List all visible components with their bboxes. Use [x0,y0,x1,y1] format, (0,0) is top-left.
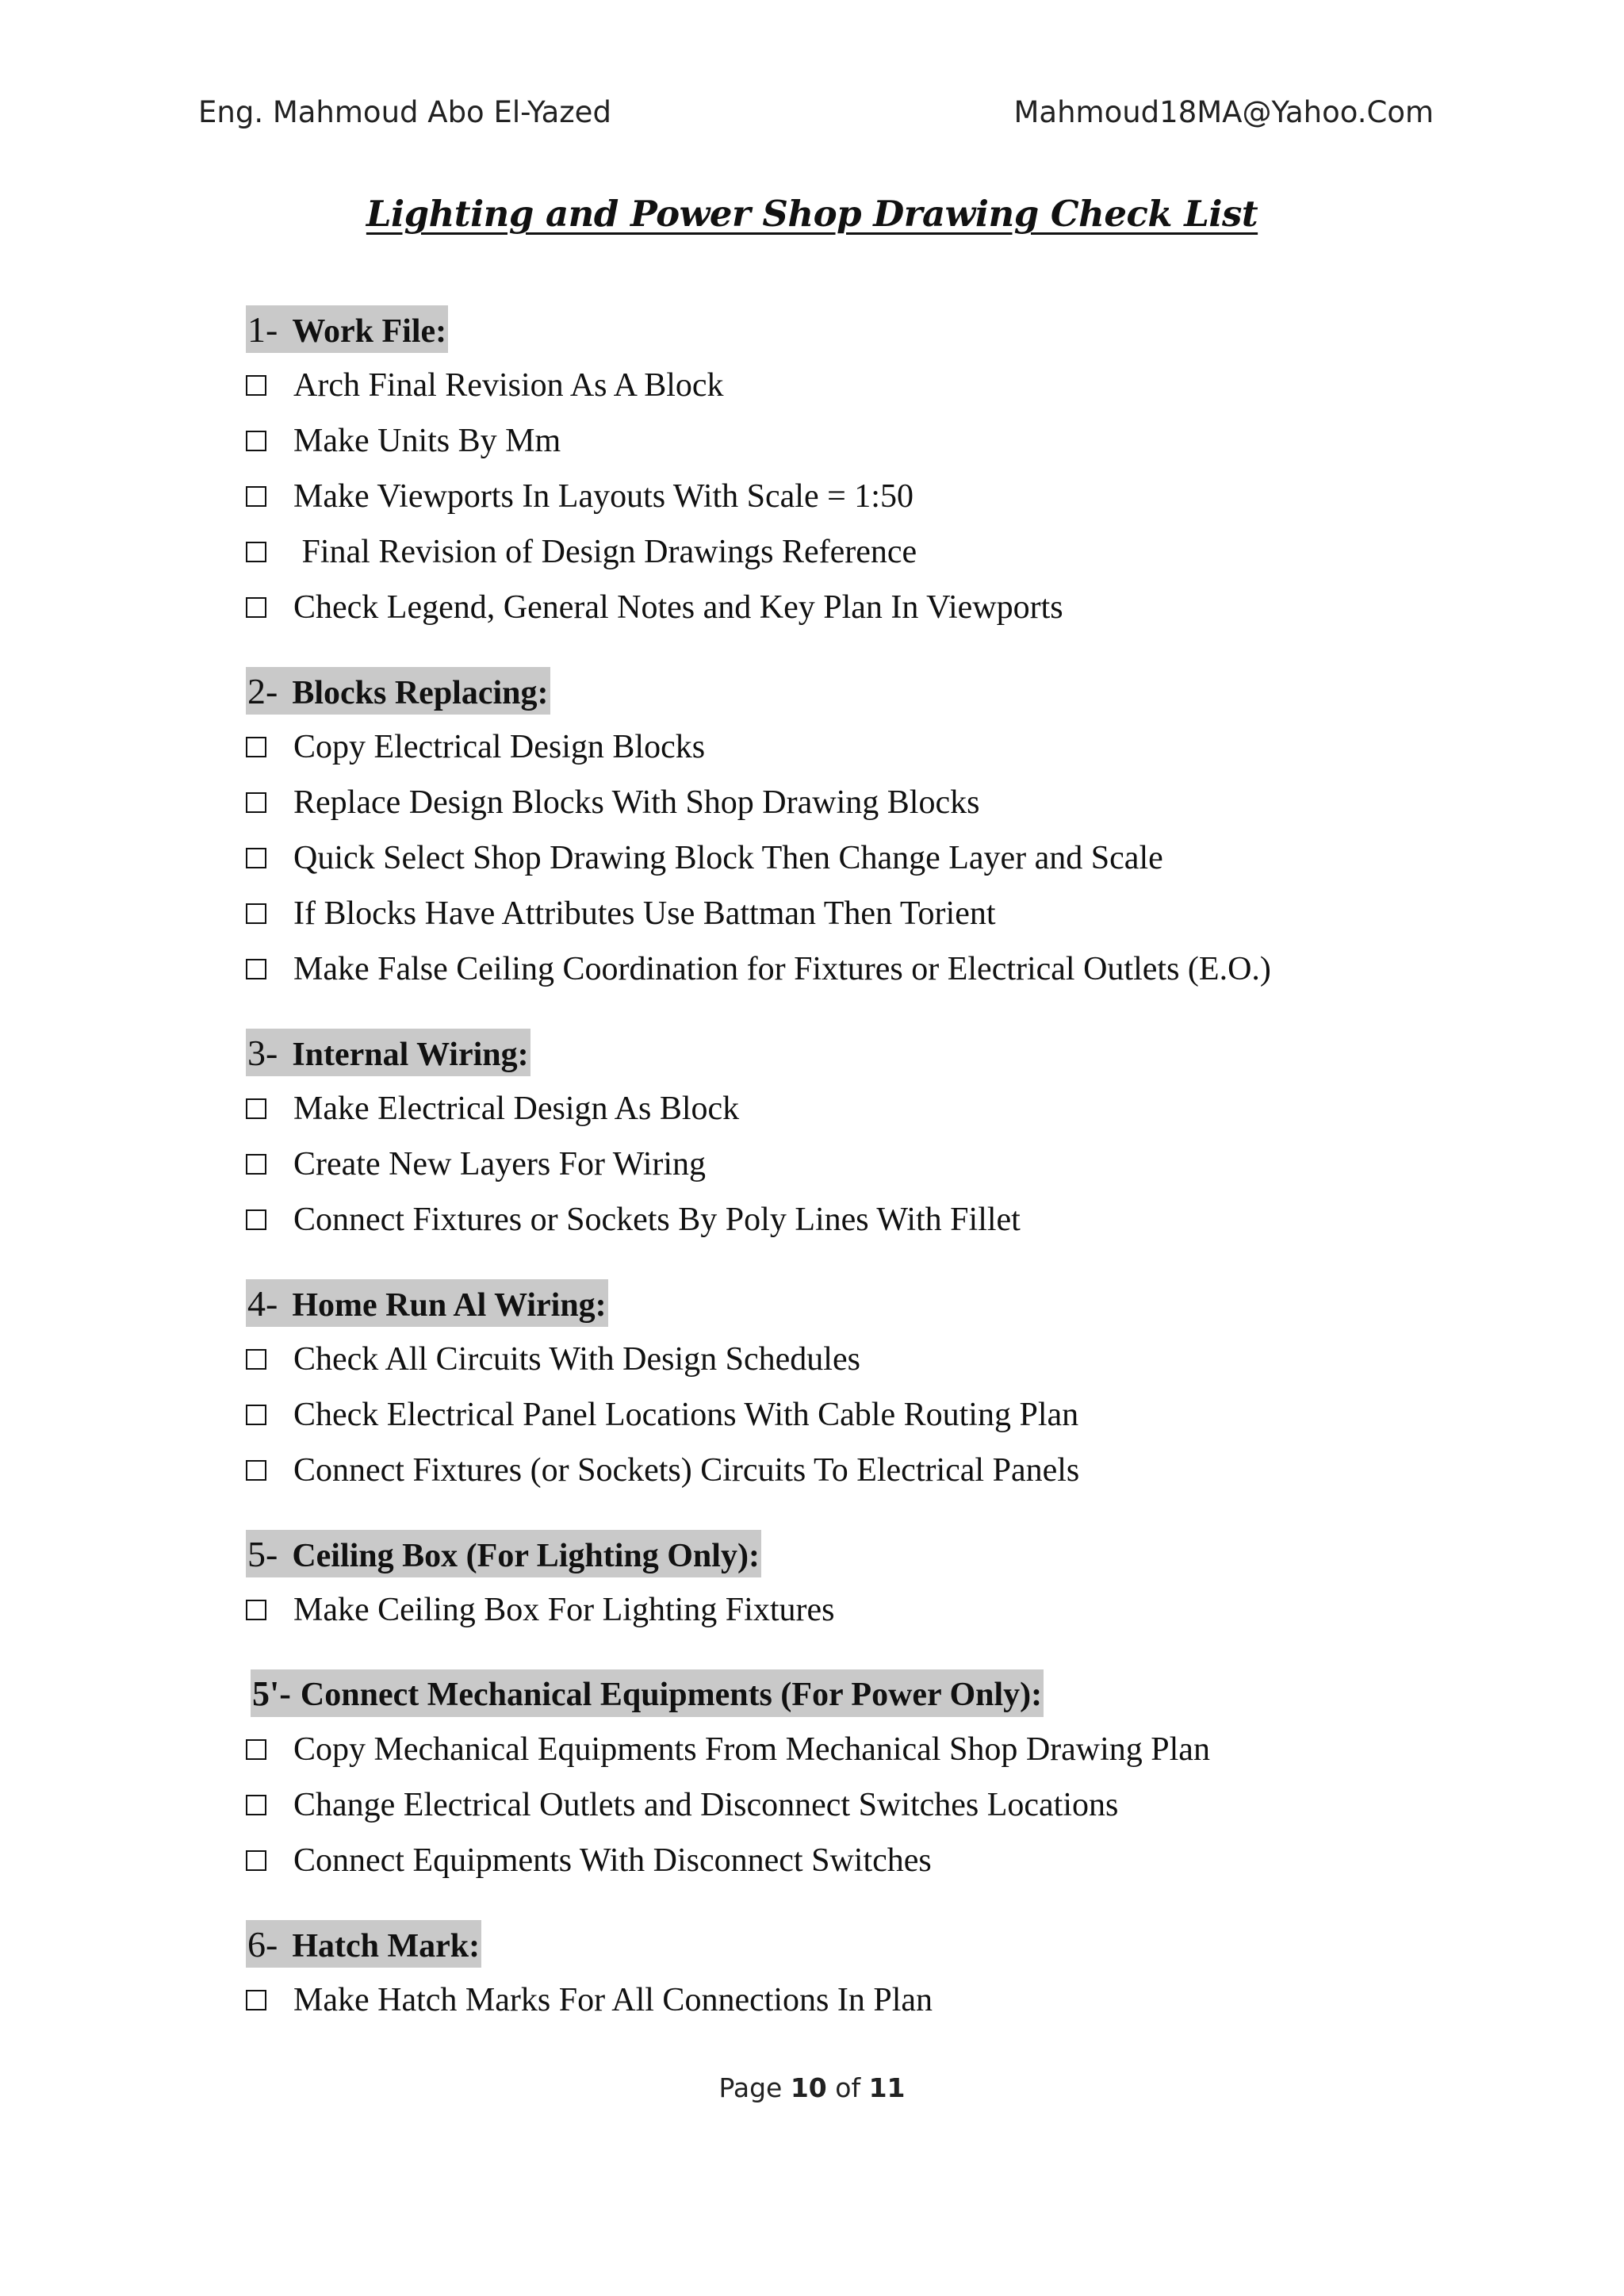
checklist-item-text: Make Electrical Design As Block [293,1091,740,1127]
checklist-item-text: Make False Ceiling Coordination for Fixtures or Electrical Outlets (E.O.) [293,951,1271,987]
section-number: 3- [247,1033,278,1073]
section-internal-wiring [246,1029,1435,1248]
checklist-item-text: Final Revision of Design Drawings Reference [293,534,917,570]
checklist-item-text: Connect Equipments With Disconnect Switches [293,1842,932,1879]
checklist-item [246,1722,1435,1777]
checklist-item [246,413,1435,469]
section-label: Blocks Replacing: [292,675,549,711]
checkbox-icon[interactable] [246,1349,266,1370]
checkbox-icon[interactable] [246,542,266,562]
checkbox-icon[interactable] [246,903,266,924]
checklist-item [246,1777,1435,1833]
checklist-item [246,886,1435,941]
checkbox-icon[interactable] [246,486,266,507]
checklist-item [246,775,1435,830]
section-heading [246,1920,481,1968]
section-number: 5- [247,1534,278,1574]
author-name: Eng. Mahmoud Abo El-Yazed [198,95,611,129]
section-heading [246,1530,761,1577]
checklist-item-text: Check Electrical Panel Locations With Cable Routing Plan [293,1397,1079,1433]
checkbox-icon[interactable] [246,1154,266,1175]
checklist-item [246,1387,1435,1443]
checklist-item-text: Replace Design Blocks With Shop Drawing Blocks [293,784,980,821]
section-number: 1- [247,309,278,350]
checklist-item [246,580,1435,635]
page-word: Page [718,2072,783,2103]
checkbox-icon[interactable] [246,1795,266,1815]
checklist-item [246,524,1435,580]
section-heading [246,1029,530,1076]
checkbox-icon[interactable] [246,737,266,757]
section-label: Ceiling Box (For Lighting Only): [292,1538,760,1574]
current-page-number: 10 [790,2072,827,2103]
section-hatch-mark [246,1920,1435,2028]
checkbox-icon[interactable] [246,848,266,868]
checklist-item-text: Make Viewports In Layouts With Scale = 1:50 [293,478,914,515]
checkbox-icon[interactable] [246,375,266,396]
of-word: of [835,2072,861,2103]
section-label: Hatch Mark: [292,1928,481,1964]
checkbox-icon[interactable] [246,1600,266,1620]
section-blocks-replacing [246,667,1435,997]
checklist-item-text: Check Legend, General Notes and Key Plan In Viewports [293,589,1063,626]
checklist-item [246,1332,1435,1387]
section-mechanical-equipments [246,1669,1435,1888]
checkbox-icon[interactable] [246,597,266,618]
checklist-item [246,719,1435,775]
checklist-item-text: Copy Mechanical Equipments From Mechanical Shop Drawing Plan [293,1731,1210,1768]
checklist-item-text: Check All Circuits With Design Schedules [293,1341,860,1378]
section-heading [251,1669,1044,1717]
page-footer [0,2072,1624,2103]
section-ceiling-box [246,1530,1435,1638]
checklist-item [246,1192,1435,1248]
checklist-item [246,1137,1435,1192]
checkbox-icon[interactable] [246,1460,266,1481]
checklist-item-text: Make Ceiling Box For Lighting Fixtures [293,1592,835,1628]
checklist-item [246,1833,1435,1888]
section-number: 6- [247,1924,278,1964]
checklist-item [246,1582,1435,1638]
checklist-item [246,1443,1435,1498]
checklist-item-text: If Blocks Have Attributes Use Battman Then Torient [293,895,996,932]
checkbox-icon[interactable] [246,431,266,451]
checklist-item [246,469,1435,524]
checkbox-icon[interactable] [246,1739,266,1760]
page-header [198,95,1434,143]
checkbox-icon[interactable] [246,1405,266,1425]
checkbox-icon[interactable] [246,1098,266,1119]
checkbox-icon[interactable] [246,1990,266,2010]
checklist-item-text: Make Hatch Marks For All Connections In Plan [293,1982,933,2018]
checklist-item-text: Arch Final Revision As A Block [293,367,724,404]
checkbox-icon[interactable] [246,792,266,813]
checkbox-icon[interactable] [246,1850,266,1871]
checklist-item [246,941,1435,997]
checkbox-icon[interactable] [246,959,266,979]
checklist-item [246,1081,1435,1137]
section-label: Home Run Al Wiring: [292,1287,607,1324]
checklist-item-text: Quick Select Shop Drawing Block Then Change Layer and Scale [293,840,1163,876]
section-home-run-wiring [246,1279,1435,1498]
section-heading [246,667,550,715]
checklist-item [246,830,1435,886]
checklist-item-text: Connect Fixtures (or Sockets) Circuits To Electrical Panels [293,1452,1080,1489]
section-label: Work File: [292,313,447,350]
author-email: Mahmoud18MA@Yahoo.Com [1013,95,1434,129]
checklist-item [246,358,1435,413]
checklist-item-text: Connect Fixtures or Sockets By Poly Lines With Fillet [293,1202,1021,1238]
checkbox-icon[interactable] [246,1209,266,1230]
checklist-item-text: Create New Layers For Wiring [293,1146,707,1182]
checklist-item-text: Change Electrical Outlets and Disconnect Switches Locations [293,1787,1119,1823]
section-label: Internal Wiring: [292,1037,529,1073]
section-heading [246,1279,608,1327]
total-pages-number: 11 [868,2072,906,2103]
checklist-item-text: Make Units By Mm [293,423,561,459]
section-label: Connect Mechanical Equipments (For Power Only): [300,1677,1043,1713]
section-work-file [246,305,1435,635]
section-number: 5'- [252,1674,291,1713]
checklist-item-text: Copy Electrical Design Blocks [293,729,706,765]
section-number: 4- [247,1283,278,1324]
section-heading [246,305,448,353]
checklist [246,305,1435,2060]
section-number: 2- [247,671,278,711]
page-title: Lighting and Power Shop Drawing Check List [366,193,1258,235]
checklist-item [246,1972,1435,2028]
